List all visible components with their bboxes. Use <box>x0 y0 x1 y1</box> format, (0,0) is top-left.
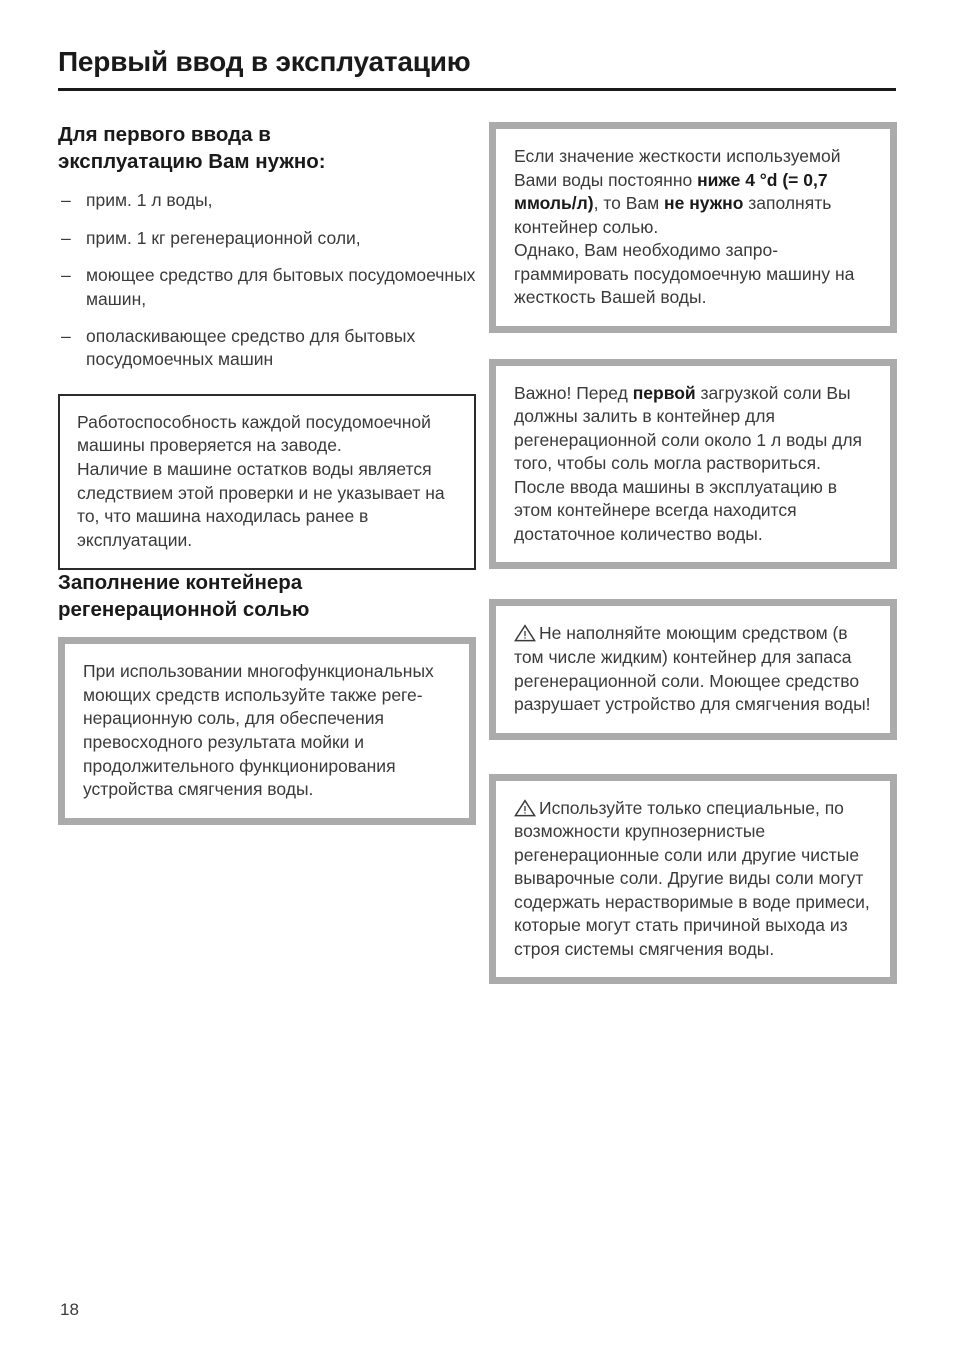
hardness-text-1: Если значение жесткости используемой Вами воды постоянно <box>514 146 841 190</box>
warning-box-no-detergent-in-salt-container <box>489 599 897 739</box>
left-column <box>58 122 476 825</box>
dash-bullet: – <box>61 326 71 347</box>
header-divider <box>58 88 896 91</box>
warning-triangle-icon <box>514 799 536 816</box>
important-text-2: загрузкой соли Вы должны залить в контейнер для регенерационной соли около 1 л воды для того, чтобы соль могла раствориться. После ввода машины в эксплуатацию в этом контейнере всегда находится достаточное количество воды. <box>514 382 863 544</box>
dash-bullet: – <box>61 265 71 286</box>
info-paragraph: При использовании многофункциональных моющих средств используйте также регенерационную соль, для обеспечения превосходного результата мойки и продолжительного функционирования устройства смягчения воды. <box>83 661 434 800</box>
page-header <box>58 46 896 91</box>
hardness-text-3: заполнять контейнер солью. <box>514 193 832 237</box>
info-box-multifunction-detergent <box>58 637 476 824</box>
list-item-text: прим. 1 л воды, <box>86 190 213 211</box>
page-number: 18 <box>60 1300 79 1319</box>
list-item-text: прим. 1 кг регенерационной соли, <box>86 227 361 248</box>
note-box-factory-test <box>58 394 476 570</box>
warning-triangle-icon <box>514 624 536 641</box>
warning-paragraph <box>514 622 874 716</box>
hardness-bold-1: ниже 4 °d (= 0,7 ммоль/л) <box>514 169 828 214</box>
list-item <box>58 227 476 250</box>
hardness-paragraph-2: Однако, Вам необходимо запрограммировать посудомоечную машину на жесткость Вашей воды. <box>514 240 855 308</box>
warning-text: Не наполняйте моющим средством (в том числе жидким) контейнер для запаса регенерационной соли. Моющее средство разрушает устройство для смягчения воды! <box>514 623 871 715</box>
heading-filling-salt-container <box>58 570 476 623</box>
heading-line-2: регенерационной солью <box>58 597 310 621</box>
important-paragraph <box>514 382 874 547</box>
info-box-water-hardness <box>489 122 897 333</box>
right-column <box>489 122 897 984</box>
dash-bullet: – <box>61 227 71 248</box>
warning-text: Используйте только специальные, по возможности крупнозернистые регенерационные соли или другие чистые выварочные соли. Другие виды соли могут содержать нерастворимые в воде примеси, которые могут стать причиной выхода из строя системы смягчения воды. <box>514 797 870 959</box>
important-text-1: Важно! Перед <box>514 382 633 403</box>
list-item <box>58 264 476 311</box>
warning-box-use-special-salt <box>489 774 897 985</box>
important-bold-1: первой <box>632 382 696 403</box>
list-item-text: ополаскивающее средство для бытовых посудомоечных машин <box>86 326 416 370</box>
info-box-important-first-salt-load <box>489 359 897 570</box>
warning-paragraph <box>514 797 874 962</box>
hardness-text-2: , то Вам <box>593 193 665 214</box>
hardness-paragraph-1 <box>514 145 874 239</box>
heading-first-startup-requirements <box>58 122 476 175</box>
requirements-list <box>58 189 476 372</box>
note-paragraph-1: Работоспособность каждой посудомоечной машины проверяется на заводе. <box>77 411 431 456</box>
hardness-bold-2: не нужно <box>664 193 744 214</box>
list-item-text: моющее средство для бытовых посудомоечных машин, <box>86 265 476 309</box>
heading-line-1: Для первого ввода в <box>58 123 271 146</box>
note-paragraph-2: Наличие в машине остатков воды является следствием этой проверки и не указывает на то, что машина находилась ранее в эксплуатации. <box>77 458 445 550</box>
list-item <box>58 189 476 212</box>
heading-line-2: эксплуатацию Вам нужно: <box>58 149 326 173</box>
heading-line-1: Заполнение контейнера <box>58 571 303 595</box>
list-item <box>58 325 476 372</box>
dash-bullet: – <box>61 190 71 211</box>
page-title: Первый ввод в эксплуатацию <box>58 46 471 77</box>
